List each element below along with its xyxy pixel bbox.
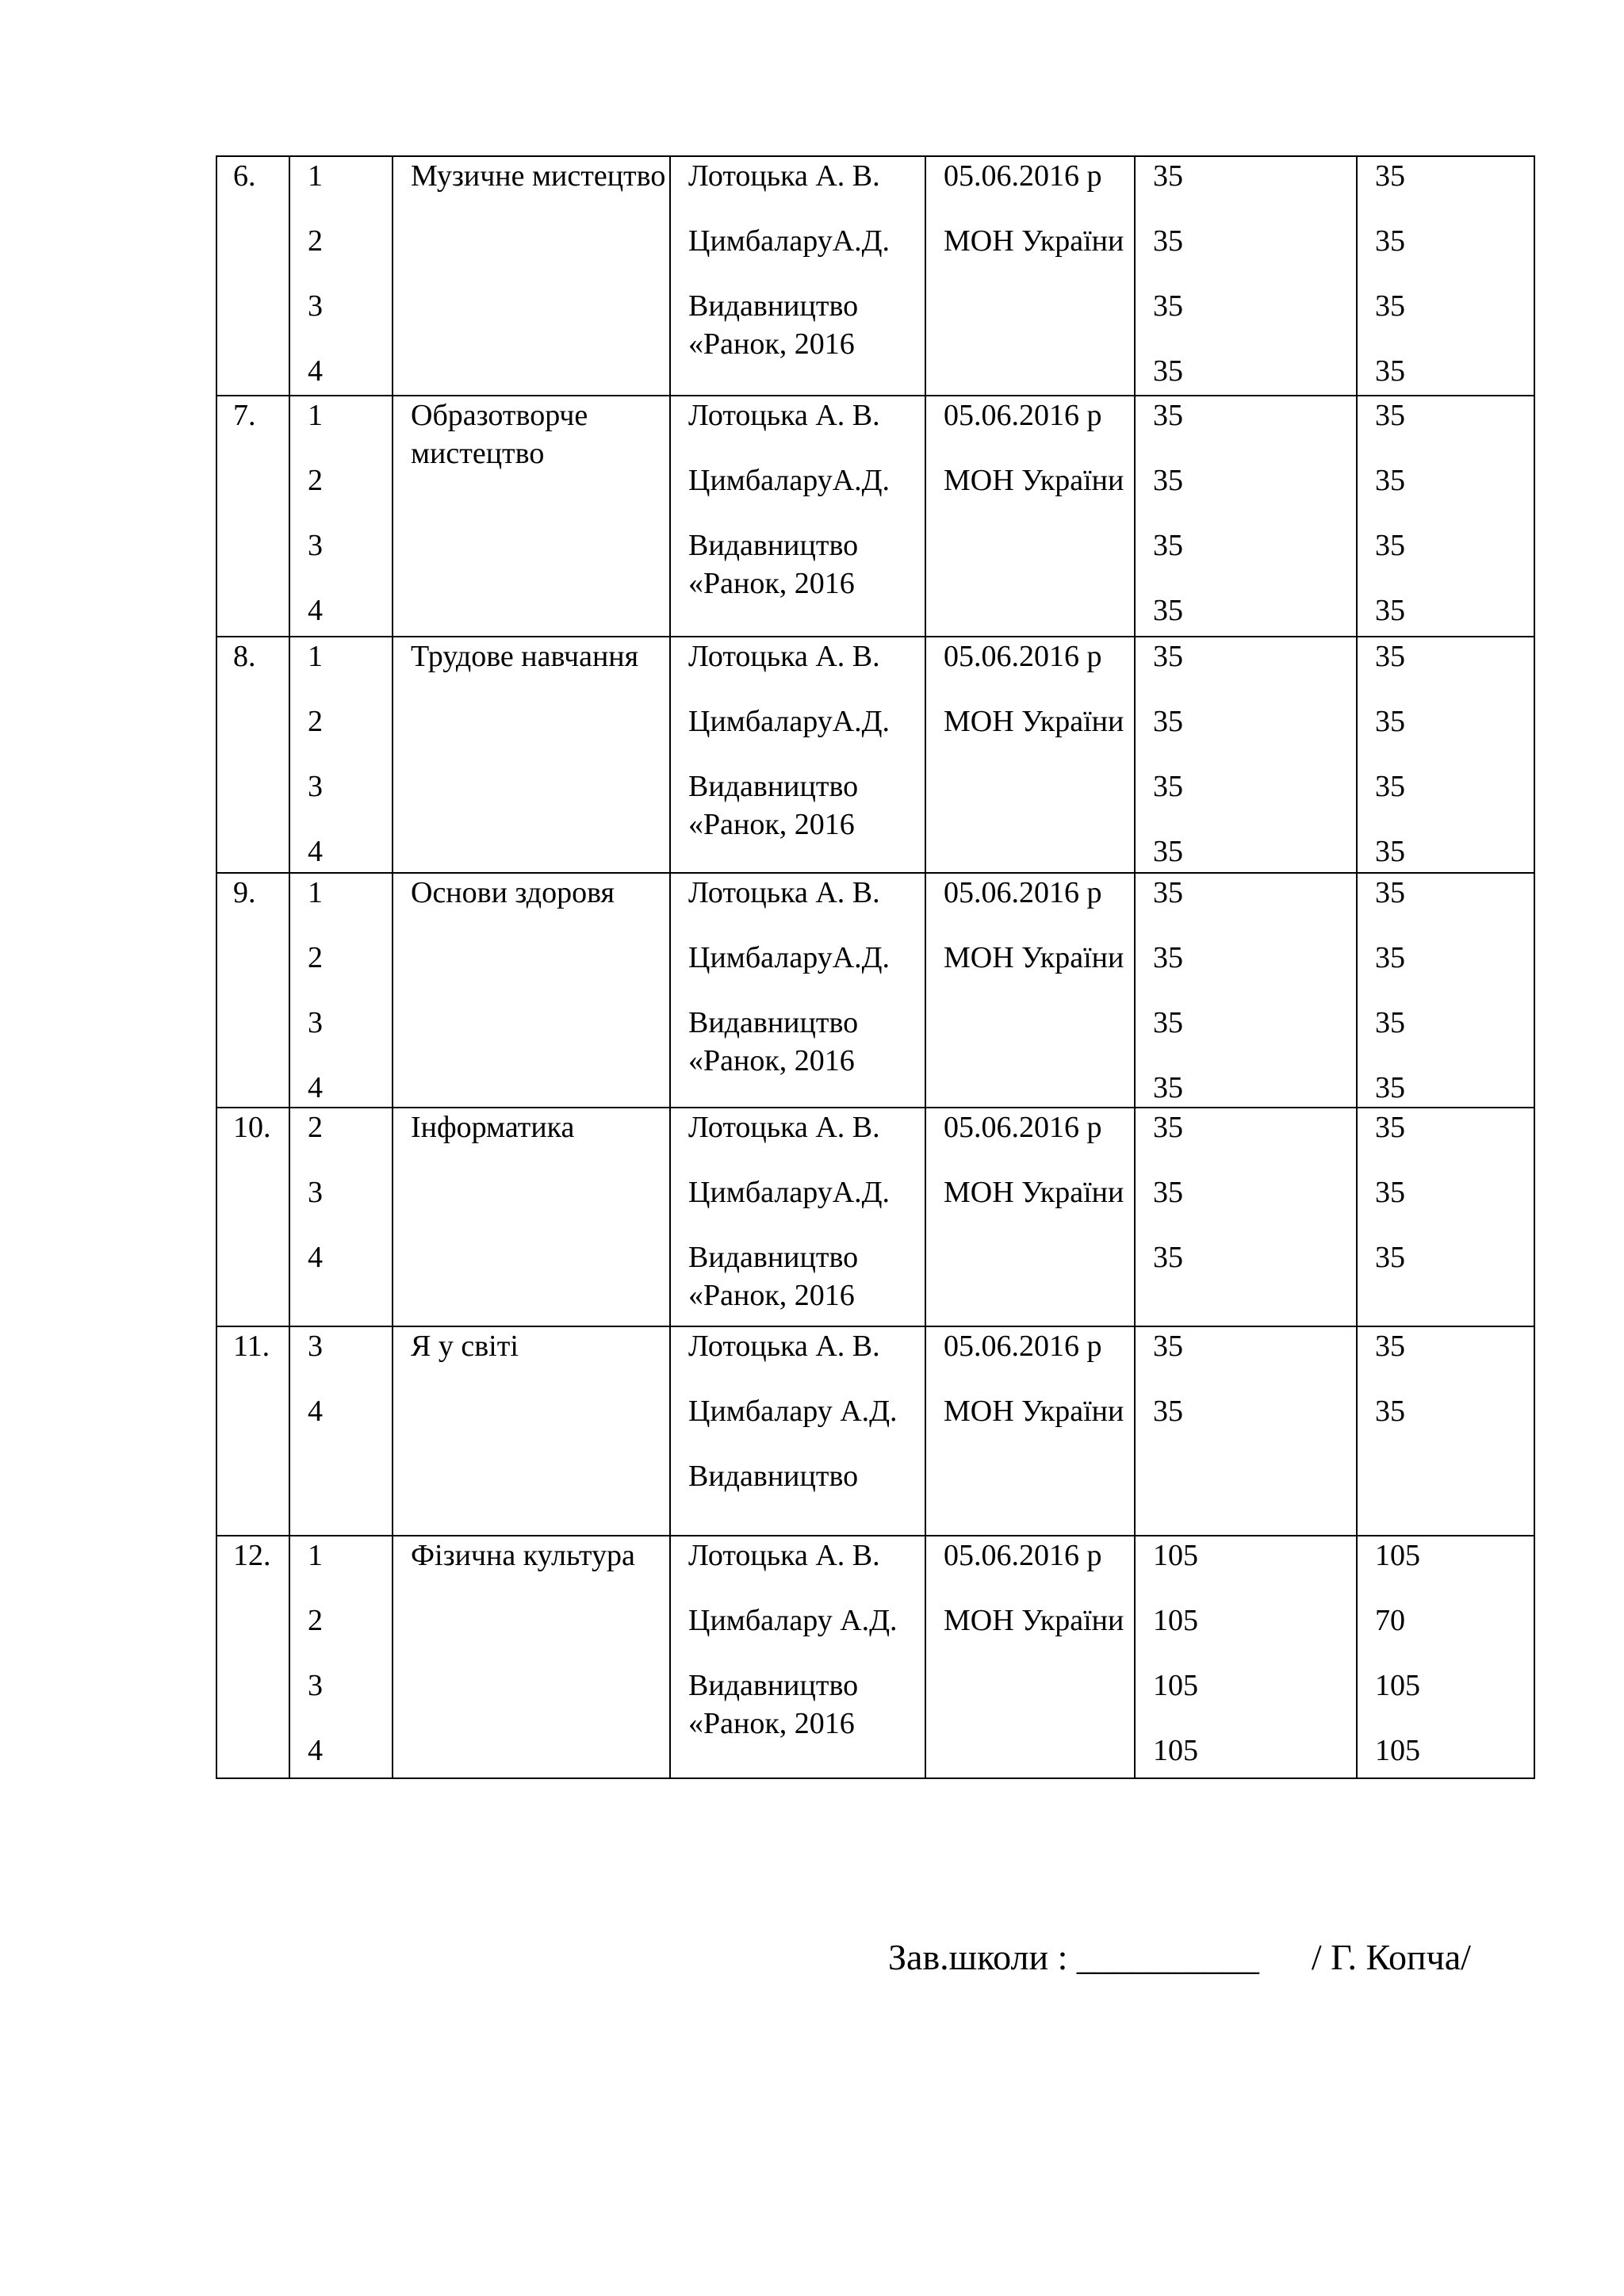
approval-line: 05.06.2016 р [944, 399, 1102, 432]
table-body [216, 156, 1534, 1778]
count-value: 105 [1375, 1539, 1420, 1572]
signature-name: / Г. Копча/ [1311, 1937, 1471, 1977]
row-number-cell [216, 873, 289, 1108]
count-value: 70 [1375, 1604, 1405, 1637]
count-cell [1135, 873, 1357, 1108]
subject-name: Трудове навчання [411, 640, 639, 673]
count-value: 35 [1375, 876, 1405, 909]
count-value: 35 [1153, 705, 1183, 738]
author-line: ЦимбаларуА.Д. [688, 464, 891, 497]
grade-value: 4 [308, 835, 323, 868]
authors-cell [670, 637, 925, 873]
count-cell-2 [1357, 396, 1534, 637]
authors-cell [670, 1536, 925, 1778]
approval-line: МОН України [944, 224, 1124, 258]
grades-cell [289, 1108, 393, 1326]
count-value: 35 [1153, 399, 1183, 432]
count-value: 35 [1153, 835, 1183, 868]
authors-cell [670, 1326, 925, 1536]
grade-value: 3 [308, 1669, 323, 1702]
authors-cell [670, 873, 925, 1108]
author-line: ЦимбаларуА.Д. [688, 1176, 891, 1209]
author-line: Видавництво «Ранок, 2016 [688, 1006, 859, 1077]
count-cell-2 [1357, 156, 1534, 396]
authors-cell [670, 156, 925, 396]
row-number-cell [216, 1108, 289, 1326]
count-value: 35 [1375, 1395, 1405, 1428]
grade-value: 3 [308, 770, 323, 803]
count-value: 35 [1375, 941, 1405, 974]
count-value: 35 [1153, 289, 1183, 323]
table-row [216, 1536, 1534, 1778]
approval-line: 05.06.2016 р [944, 1539, 1102, 1572]
subject-name: Інформатика [411, 1111, 575, 1144]
approval-line: МОН України [944, 1395, 1124, 1428]
grade-value: 1 [308, 640, 323, 673]
grade-value: 4 [308, 1071, 323, 1104]
count-value: 35 [1153, 594, 1183, 627]
count-value: 35 [1153, 1071, 1183, 1104]
count-value: 35 [1375, 1330, 1405, 1363]
row-number-cell [216, 1326, 289, 1536]
count-value: 35 [1153, 640, 1183, 673]
grades-cell [289, 873, 393, 1108]
grades-cell [289, 396, 393, 637]
row-number: 8. [233, 640, 256, 673]
count-cell-2 [1357, 637, 1534, 873]
count-value: 35 [1153, 224, 1183, 258]
grade-value: 2 [308, 464, 323, 497]
approval-cell [925, 1536, 1135, 1778]
count-value: 105 [1153, 1734, 1198, 1767]
approval-cell [925, 873, 1135, 1108]
table-row [216, 873, 1534, 1108]
table-row [216, 1326, 1534, 1536]
grade-value: 2 [308, 1604, 323, 1637]
author-line: Видавництво «Ранок, 2016 [688, 289, 859, 361]
approval-line: 05.06.2016 р [944, 1330, 1102, 1363]
grade-value: 1 [308, 159, 323, 193]
grades-cell [289, 637, 393, 873]
approval-line: МОН України [944, 941, 1124, 974]
subject-name: Я у світі [411, 1330, 519, 1363]
count-cell-2 [1357, 873, 1534, 1108]
table-row [216, 637, 1534, 873]
count-value: 105 [1375, 1734, 1420, 1767]
count-value: 35 [1375, 835, 1405, 868]
count-value: 35 [1375, 594, 1405, 627]
count-value: 35 [1153, 1395, 1183, 1428]
author-line: Цимбалару А.Д. [688, 1604, 898, 1637]
count-value: 35 [1375, 1111, 1405, 1144]
count-value: 35 [1153, 1111, 1183, 1144]
count-value: 35 [1375, 705, 1405, 738]
subject-name: Музичне мистецтво [411, 159, 666, 193]
approval-cell [925, 637, 1135, 873]
count-cell-2 [1357, 1536, 1534, 1778]
grade-value: 2 [308, 705, 323, 738]
count-value: 105 [1375, 1669, 1420, 1702]
approval-cell [925, 396, 1135, 637]
subject-cell [393, 873, 670, 1108]
author-line: Видавництво [688, 1460, 859, 1493]
approval-line: 05.06.2016 р [944, 640, 1102, 673]
grade-value: 4 [308, 594, 323, 627]
author-line: Лотоцька А. В. [688, 1539, 880, 1572]
table-row [216, 1108, 1534, 1326]
count-cell-2 [1357, 1108, 1534, 1326]
grades-cell [289, 1326, 393, 1536]
count-value: 35 [1375, 159, 1405, 193]
count-cell [1135, 1536, 1357, 1778]
signature-line [888, 1936, 1471, 1978]
author-line: ЦимбаларуА.Д. [688, 941, 891, 974]
count-value: 35 [1375, 1241, 1405, 1274]
subject-cell [393, 396, 670, 637]
grade-value: 2 [308, 1111, 323, 1144]
count-value: 35 [1153, 1241, 1183, 1274]
approval-line: МОН України [944, 1176, 1124, 1209]
row-number-cell [216, 396, 289, 637]
count-value: 35 [1375, 640, 1405, 673]
row-number-cell [216, 156, 289, 396]
count-value: 35 [1375, 354, 1405, 388]
count-cell [1135, 637, 1357, 873]
row-number: 6. [233, 159, 256, 193]
approval-line: 05.06.2016 р [944, 1111, 1102, 1144]
count-value: 105 [1153, 1604, 1198, 1637]
subject-name: Образотворче мистецтво [411, 399, 588, 470]
grade-value: 4 [308, 1734, 323, 1767]
row-number-cell [216, 637, 289, 873]
subject-cell [393, 1108, 670, 1326]
grades-cell [289, 1536, 393, 1778]
count-value: 35 [1375, 529, 1405, 562]
grade-value: 2 [308, 224, 323, 258]
author-line: ЦимбаларуА.Д. [688, 705, 891, 738]
count-value: 35 [1153, 876, 1183, 909]
count-value: 35 [1153, 354, 1183, 388]
author-line: Лотоцька А. В. [688, 159, 880, 193]
table-row [216, 396, 1534, 637]
count-value: 35 [1375, 1176, 1405, 1209]
count-value: 35 [1153, 1006, 1183, 1039]
count-value: 35 [1375, 770, 1405, 803]
grade-value: 1 [308, 1539, 323, 1572]
grade-value: 4 [308, 354, 323, 388]
count-value: 35 [1153, 1330, 1183, 1363]
author-line: Лотоцька А. В. [688, 1111, 880, 1144]
approval-line: 05.06.2016 р [944, 876, 1102, 909]
approval-line: МОН України [944, 464, 1124, 497]
author-line: Лотоцька А. В. [688, 640, 880, 673]
authors-cell [670, 1108, 925, 1326]
signature-label: Зав.школи : __________ [888, 1937, 1259, 1977]
count-value: 35 [1153, 159, 1183, 193]
count-value: 35 [1375, 1006, 1405, 1039]
approval-line: МОН України [944, 705, 1124, 738]
count-value: 35 [1153, 1176, 1183, 1209]
count-value: 35 [1375, 464, 1405, 497]
author-line: Видавництво «Ранок, 2016 [688, 1241, 859, 1312]
subject-name: Основи здоровя [411, 876, 615, 909]
count-value: 105 [1153, 1669, 1198, 1702]
approval-line: 05.06.2016 р [944, 159, 1102, 193]
row-number: 7. [233, 399, 256, 432]
count-value: 35 [1153, 941, 1183, 974]
subject-cell [393, 637, 670, 873]
approval-line: МОН України [944, 1604, 1124, 1637]
grades-cell [289, 156, 393, 396]
author-line: Видавництво «Ранок, 2016 [688, 770, 859, 841]
subject-cell [393, 1536, 670, 1778]
author-line: Видавництво «Ранок, 2016 [688, 529, 859, 600]
grade-value: 3 [308, 289, 323, 323]
row-number: 12. [233, 1539, 271, 1572]
count-value: 35 [1375, 399, 1405, 432]
count-value: 35 [1375, 224, 1405, 258]
count-cell [1135, 1108, 1357, 1326]
count-value: 35 [1375, 1071, 1405, 1104]
count-value: 35 [1153, 529, 1183, 562]
table-row [216, 156, 1534, 396]
row-number: 9. [233, 876, 256, 909]
grade-value: 3 [308, 529, 323, 562]
count-cell [1135, 396, 1357, 637]
row-number-cell [216, 1536, 289, 1778]
grade-value: 1 [308, 876, 323, 909]
author-line: Цимбалару А.Д. [688, 1395, 898, 1428]
authors-cell [670, 396, 925, 637]
author-line: Лотоцька А. В. [688, 399, 880, 432]
approval-cell [925, 1108, 1135, 1326]
textbook-table [216, 155, 1535, 1779]
subject-cell [393, 156, 670, 396]
author-line: Лотоцька А. В. [688, 1330, 880, 1363]
grade-value: 3 [308, 1176, 323, 1209]
subject-name: Фізична культура [411, 1539, 635, 1572]
count-value: 35 [1153, 464, 1183, 497]
approval-cell [925, 1326, 1135, 1536]
count-value: 35 [1375, 289, 1405, 323]
count-cell-2 [1357, 1326, 1534, 1536]
count-value: 105 [1153, 1539, 1198, 1572]
grade-value: 1 [308, 399, 323, 432]
count-cell [1135, 1326, 1357, 1536]
author-line: Видавництво «Ранок, 2016 [688, 1669, 859, 1740]
subject-cell [393, 1326, 670, 1536]
grade-value: 4 [308, 1241, 323, 1274]
grade-value: 4 [308, 1395, 323, 1428]
grade-value: 3 [308, 1006, 323, 1039]
count-cell [1135, 156, 1357, 396]
approval-cell [925, 156, 1135, 396]
row-number: 11. [233, 1330, 270, 1363]
grade-value: 3 [308, 1330, 323, 1363]
grade-value: 2 [308, 941, 323, 974]
count-value: 35 [1153, 770, 1183, 803]
author-line: ЦимбаларуА.Д. [688, 224, 891, 258]
row-number: 10. [233, 1111, 271, 1144]
author-line: Лотоцька А. В. [688, 876, 880, 909]
